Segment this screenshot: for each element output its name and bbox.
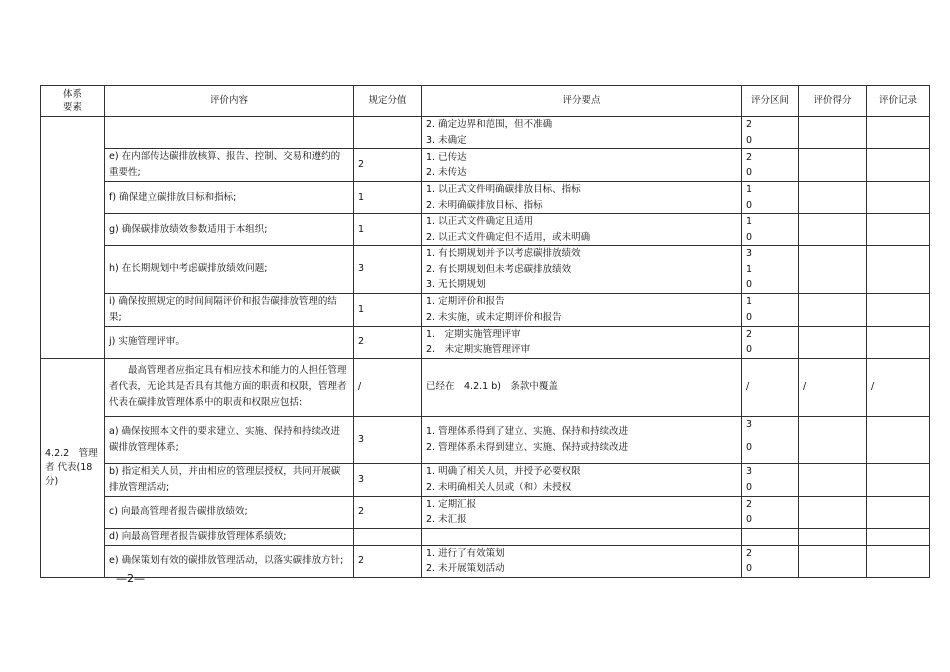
got-cell <box>799 326 867 358</box>
got-cell <box>799 463 867 496</box>
table-row <box>41 326 930 358</box>
record-cell: / <box>867 358 930 416</box>
range-cell <box>742 326 799 358</box>
table-row <box>41 545 930 577</box>
line-item: 3 <box>746 418 753 430</box>
range-cell <box>742 246 799 294</box>
points-cell <box>422 416 742 463</box>
got-cell <box>799 293 867 326</box>
score-cell <box>354 117 422 149</box>
points-cell <box>422 545 742 577</box>
page-number: —2— <box>116 572 145 585</box>
range-cell <box>742 463 799 496</box>
score-cell: 1 <box>354 182 422 214</box>
line-item: 0 <box>746 231 753 243</box>
line-item: 0 <box>746 311 753 323</box>
line-item: 0 <box>746 563 753 574</box>
range-cell <box>742 358 799 416</box>
got-cell <box>799 149 867 182</box>
line-item: 0 <box>746 167 753 178</box>
element-cell: 4.2.2 管理者 代表(18 分) <box>41 358 105 577</box>
line-item: 已经在 4.2.1 b) 条款中覆盖 <box>426 381 558 393</box>
points-cell <box>422 246 742 294</box>
header-range: 评分区间 <box>742 86 799 117</box>
line-item: 1. 已传达 <box>426 151 467 163</box>
got-cell: / <box>799 358 867 416</box>
line-item: 2 <box>746 547 753 559</box>
line-item: 1 <box>746 216 753 227</box>
content-cell: h) 在长期规划中考虑碳排放绩效问题; <box>105 246 354 294</box>
line-item: 0 <box>746 441 753 453</box>
points-cell <box>422 149 742 182</box>
line-item: 3 <box>746 466 753 477</box>
table-row <box>41 182 930 214</box>
got-cell <box>799 182 867 214</box>
header-points: 评分要点 <box>422 86 742 117</box>
score-cell: 3 <box>354 463 422 496</box>
header-element: 体系 要素 <box>41 86 105 117</box>
line-item: 2. 未定期实施管理评审 <box>426 344 531 355</box>
line-item: 1 <box>746 296 753 307</box>
table-row <box>41 214 930 246</box>
points-cell <box>422 358 742 416</box>
content-cell: g) 确保碳排放绩效参数适用于本组织; <box>105 214 354 246</box>
record-cell <box>867 214 930 246</box>
line-item: 2. 未传达 <box>426 167 467 178</box>
record-cell <box>867 545 930 577</box>
line-item: 1 <box>746 184 753 195</box>
line-item: 1. 定期评价和报告 <box>426 296 505 307</box>
got-cell <box>799 246 867 294</box>
got-cell <box>799 528 867 545</box>
record-cell <box>867 496 930 528</box>
line-item: 2. 以正式文件确定但不适用，或未明确 <box>426 231 591 243</box>
score-cell: 2 <box>354 496 422 528</box>
got-cell <box>799 496 867 528</box>
range-cell <box>742 117 799 149</box>
points-cell <box>422 496 742 528</box>
content-cell: c) 向最高管理者报告碳排放绩效; <box>105 496 354 528</box>
score-cell: 2 <box>354 545 422 577</box>
content-cell: e) 确保策划有效的碳排放管理活动，以落实碳排放方针; <box>105 545 354 577</box>
table-row <box>41 293 930 326</box>
line-item: 3. 未确定 <box>426 134 467 146</box>
line-item: 2 <box>746 498 753 510</box>
points-cell <box>422 528 742 545</box>
header-score: 规定分值 <box>354 86 422 117</box>
line-item: 1. 明确了相关人员，并授予必要权限 <box>426 466 581 477</box>
line-item: 0 <box>746 514 753 525</box>
line-item: 2. 确定边界和范围，但不准确 <box>426 119 553 130</box>
line-item: 1. 进行了有效策划 <box>426 547 505 559</box>
line-item: 3 <box>746 248 753 259</box>
points-cell <box>422 117 742 149</box>
score-cell: 1 <box>354 293 422 326</box>
line-item: 2. 未明确相关人员或（和）未授权 <box>426 481 572 493</box>
points-cell <box>422 293 742 326</box>
table-row <box>41 528 930 545</box>
score-cell: 3 <box>354 246 422 294</box>
content-cell: f) 确保建立碳排放目标和指标; <box>105 182 354 214</box>
line-item: 0 <box>746 199 753 211</box>
line-item: 1. 定期汇报 <box>426 498 477 510</box>
record-cell <box>867 117 930 149</box>
content-cell: b) 指定相关人员，并由相应的管理层授权，共同开展碳排放管理活动; <box>105 463 354 496</box>
record-cell <box>867 149 930 182</box>
content-cell: a) 确保按照本文件的要求建立、实施、保持和持续改进碳排放管理体系; <box>105 416 354 463</box>
range-cell <box>742 149 799 182</box>
line-item: / <box>746 381 750 393</box>
content-cell <box>105 117 354 149</box>
evaluation-table <box>40 85 930 578</box>
table-row <box>41 496 930 528</box>
score-cell: 2 <box>354 149 422 182</box>
range-cell <box>742 214 799 246</box>
table-row <box>41 463 930 496</box>
line-item: 2. 未明确碳排放目标、指标 <box>426 199 543 211</box>
line-item: 2. 管理体系未得到建立、实施、保持或持续改进 <box>426 441 629 453</box>
record-cell <box>867 293 930 326</box>
line-item: 0 <box>746 134 753 146</box>
content-cell: d) 向最高管理者报告碳排放管理体系绩效; <box>105 528 354 545</box>
header-content: 评价内容 <box>105 86 354 117</box>
line-item: 1. 管理体系得到了建立、实施、保持和持续改进 <box>426 426 629 437</box>
record-cell <box>867 463 930 496</box>
record-cell <box>867 528 930 545</box>
line-item: 1. 以正式文件明确碳排放目标、指标 <box>426 184 581 195</box>
range-cell <box>742 182 799 214</box>
content-cell: i) 确保按照规定的时间间隔评价和报告碳排放管理的结果; <box>105 293 354 326</box>
line-item: 0 <box>746 344 753 355</box>
record-cell <box>867 326 930 358</box>
line-item: 3. 无长期规划 <box>426 279 486 290</box>
content-cell: e) 在内部传达碳排放核算、报告、控制、交易和遵约的重要性; <box>105 149 354 182</box>
table-row <box>41 117 930 149</box>
record-cell <box>867 246 930 294</box>
table-row <box>41 149 930 182</box>
header-record: 评价记录 <box>867 86 930 117</box>
line-item: 1. 以正式文件确定且适用 <box>426 216 534 227</box>
table-row <box>41 358 930 416</box>
got-cell <box>799 214 867 246</box>
range-cell <box>742 293 799 326</box>
line-item: 1. 定期实施管理评审 <box>426 328 521 340</box>
line-item: 2. 未实施，或未定期评价和报告 <box>426 311 562 323</box>
header-got: 评价得分 <box>799 86 867 117</box>
record-cell <box>867 416 930 463</box>
points-cell <box>422 182 742 214</box>
range-cell <box>742 416 799 463</box>
line-item: 2. 未汇报 <box>426 514 467 525</box>
line-item: 2. 有长期规划但未考虑碳排放绩效 <box>426 263 572 275</box>
table-row <box>41 246 930 294</box>
header-row <box>41 86 930 117</box>
line-item: 2 <box>746 119 753 130</box>
range-cell <box>742 496 799 528</box>
points-cell <box>422 214 742 246</box>
line-item: 2 <box>746 328 753 340</box>
score-cell <box>354 528 422 545</box>
element-cell <box>41 117 105 359</box>
line-item: 2. 未开展策划活动 <box>426 563 505 574</box>
got-cell <box>799 416 867 463</box>
content-cell: j) 实施管理评审。 <box>105 326 354 358</box>
score-cell: 1 <box>354 214 422 246</box>
line-item: 1. 有长期规划并予以考虑碳排放绩效 <box>426 248 581 259</box>
line-item: 2 <box>746 151 753 163</box>
score-cell: 3 <box>354 416 422 463</box>
line-item: 0 <box>746 279 753 290</box>
content-cell: 最高管理者应指定具有相应技术和能力的人担任管理者代表，无论其是否具有其他方面的职责和权限，管理者代表在碳排放管理体系中的职责和权限应包括: <box>105 358 354 416</box>
score-cell: / <box>354 358 422 416</box>
table-row <box>41 416 930 463</box>
got-cell <box>799 117 867 149</box>
range-cell <box>742 528 799 545</box>
record-cell <box>867 182 930 214</box>
line-item: 1 <box>746 263 753 275</box>
score-cell: 2 <box>354 326 422 358</box>
got-cell <box>799 545 867 577</box>
points-cell <box>422 463 742 496</box>
range-cell <box>742 545 799 577</box>
line-item: 0 <box>746 481 753 493</box>
points-cell <box>422 326 742 358</box>
